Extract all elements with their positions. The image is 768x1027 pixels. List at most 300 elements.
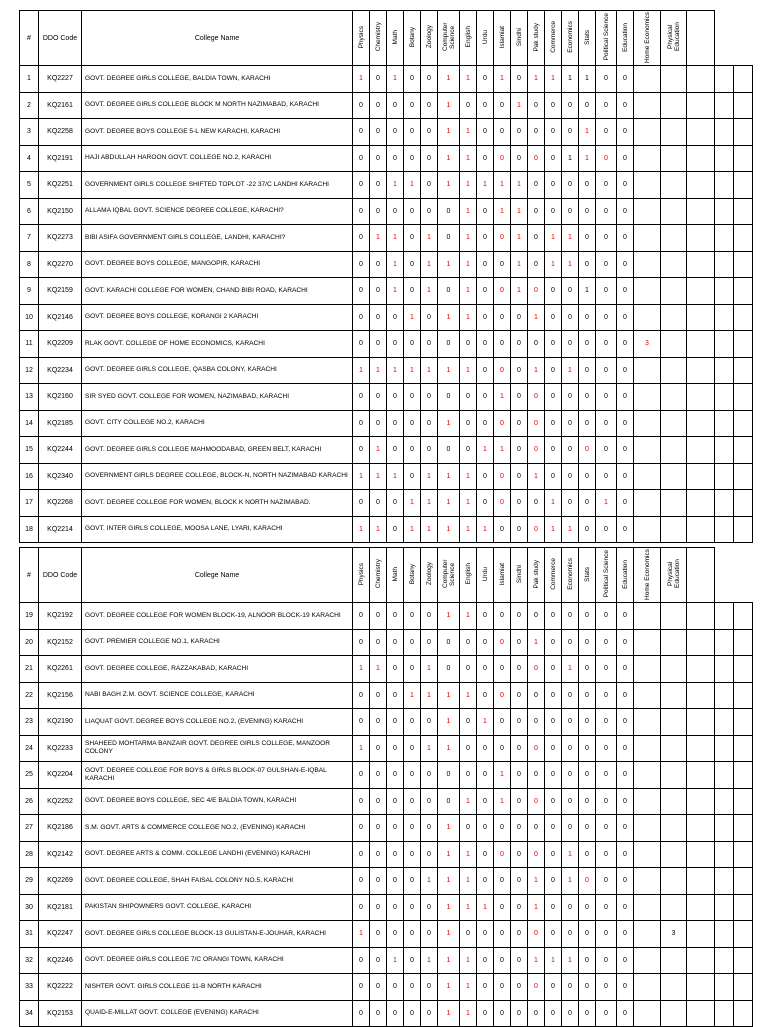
subject-count: 0: [460, 331, 477, 358]
subject-count: 0: [579, 841, 596, 868]
subject-count: 0: [528, 788, 545, 815]
empty-cell: [734, 788, 753, 815]
subject-count: 1: [387, 225, 404, 252]
row-number: 1: [20, 66, 39, 93]
subject-count: [687, 463, 715, 490]
subject-count: 1: [404, 304, 421, 331]
ddo-code: KQ2142: [39, 841, 82, 868]
subject-count: 1: [477, 894, 494, 921]
subject-count: 0: [404, 278, 421, 305]
college-name: SIR SYED GOVT. COLLEGE FOR WOMEN, NAZIMABAD, KARACHI: [82, 384, 353, 411]
subject-count: [661, 868, 687, 895]
subject-count: 1: [387, 947, 404, 974]
subject-count: 0: [494, 603, 511, 630]
empty-cell: [734, 656, 753, 683]
subject-count: 0: [545, 656, 562, 683]
row-number: 24: [20, 735, 39, 762]
subject-count: 1: [494, 198, 511, 225]
subject-count: 0: [579, 331, 596, 358]
subject-count: 0: [545, 384, 562, 411]
ddo-code: KQ2246: [39, 947, 82, 974]
subject-count: 0: [353, 709, 370, 736]
subject-count: 0: [477, 921, 494, 948]
subject-count: [687, 410, 715, 437]
header-subject-label: English: [464, 26, 472, 48]
subject-count: [687, 762, 715, 789]
subject-count: 1: [460, 894, 477, 921]
subject-count: 1: [438, 841, 460, 868]
empty-cell: [734, 815, 753, 842]
empty-cell: [734, 709, 753, 736]
subject-count: 0: [460, 437, 477, 464]
subject-count: 0: [596, 762, 617, 789]
subject-count: 0: [511, 947, 528, 974]
header-subject-label: Zoology: [425, 562, 433, 586]
subject-count: 0: [370, 304, 387, 331]
subject-count: 0: [579, 410, 596, 437]
subject-count: 0: [477, 762, 494, 789]
subject-count: 0: [477, 735, 494, 762]
subject-count: [661, 304, 687, 331]
empty-cell: [734, 841, 753, 868]
college-name: PAKISTAN SHIPOWNERS GOVT. COLLEGE, KARACHI: [82, 894, 353, 921]
college-name: GOVT. DEGREE COLLEGE, RAZZAKABAD, KARACHI: [82, 656, 353, 683]
subject-count: 0: [511, 629, 528, 656]
table-row: [20, 145, 753, 172]
ddo-code: KQ2146: [39, 304, 82, 331]
subject-count: 0: [579, 1000, 596, 1027]
subject-count: [634, 437, 661, 464]
subject-count: 1: [438, 92, 460, 119]
subject-count: 0: [421, 304, 438, 331]
row-number: 2: [20, 92, 39, 119]
subject-count: [634, 656, 661, 683]
subject-count: 0: [596, 92, 617, 119]
empty-cell: [734, 119, 753, 146]
header-subject-label: Islamiat: [498, 25, 506, 49]
subject-count: 0: [404, 251, 421, 278]
subject-count: 0: [579, 921, 596, 948]
subject-count: 0: [477, 947, 494, 974]
subject-count: 0: [494, 331, 511, 358]
row-number: 4: [20, 145, 39, 172]
ddo-code: KQ2153: [39, 1000, 82, 1027]
ddo-code: KQ2159: [39, 278, 82, 305]
subject-count: 0: [494, 251, 511, 278]
header-subject-label: Sindhi: [515, 564, 523, 584]
subject-count: 0: [421, 788, 438, 815]
subject-count: 0: [596, 437, 617, 464]
subject-count: 0: [579, 762, 596, 789]
empty-cell: [734, 1000, 753, 1027]
subject-count: 0: [528, 119, 545, 146]
subject-count: 0: [421, 145, 438, 172]
subject-count: 1: [421, 490, 438, 517]
subject-count: 1: [460, 947, 477, 974]
subject-count: 0: [387, 682, 404, 709]
subject-count: 0: [528, 974, 545, 1001]
subject-count: 0: [494, 278, 511, 305]
subject-count: [661, 656, 687, 683]
subject-count: 0: [596, 384, 617, 411]
table-row: [20, 868, 753, 895]
subject-count: 0: [528, 145, 545, 172]
subject-count: 0: [562, 921, 579, 948]
subject-count: [661, 788, 687, 815]
header-college-name: College Name: [82, 548, 353, 603]
subject-count: 0: [528, 437, 545, 464]
subject-count: 0: [387, 92, 404, 119]
subject-count: 0: [562, 682, 579, 709]
subject-count: 0: [370, 410, 387, 437]
subject-count: 0: [617, 868, 634, 895]
subject-count: 0: [370, 629, 387, 656]
subject-count: [687, 145, 715, 172]
subject-count: [634, 735, 661, 762]
subject-count: 0: [511, 66, 528, 93]
empty-cell: [715, 384, 734, 411]
subject-count: 0: [460, 815, 477, 842]
ddo-code: KQ2269: [39, 868, 82, 895]
subject-count: 0: [562, 762, 579, 789]
subject-count: 0: [562, 278, 579, 305]
ddo-code: KQ2161: [39, 92, 82, 119]
subject-count: 0: [545, 172, 562, 199]
subject-count: 0: [477, 629, 494, 656]
empty-cell: [715, 947, 734, 974]
header-subject: [387, 11, 404, 66]
table-row: [20, 974, 753, 1001]
subject-count: [634, 225, 661, 252]
subject-count: 0: [460, 384, 477, 411]
subject-count: 0: [477, 841, 494, 868]
table-row: [20, 278, 753, 305]
subject-count: 0: [404, 656, 421, 683]
subject-count: 0: [477, 278, 494, 305]
subject-count: 0: [562, 198, 579, 225]
subject-count: 0: [545, 92, 562, 119]
subject-count: 1: [438, 868, 460, 895]
subject-count: 0: [617, 894, 634, 921]
subject-count: 0: [579, 815, 596, 842]
subject-count: 0: [353, 603, 370, 630]
subject-count: 1: [562, 357, 579, 384]
college-name: GOVT. DEGREE GIRLS COLLEGE 7/C ORANGI TOWN, KARACHI: [82, 947, 353, 974]
subject-count: 0: [438, 278, 460, 305]
empty-cell: [715, 463, 734, 490]
subject-count: 0: [438, 788, 460, 815]
subject-count: [687, 656, 715, 683]
subject-count: 0: [494, 1000, 511, 1027]
subject-count: 1: [370, 516, 387, 543]
subject-count: 0: [579, 709, 596, 736]
subject-count: 0: [528, 384, 545, 411]
header-subject-label: Political Science: [602, 550, 610, 598]
ddo-code: KQ2270: [39, 251, 82, 278]
row-number: 29: [20, 868, 39, 895]
table-row: [20, 762, 753, 789]
header-subject-label: Physical Education: [666, 559, 681, 589]
subject-count: 0: [494, 682, 511, 709]
header-subject: [545, 548, 562, 603]
empty-cell: [715, 145, 734, 172]
subject-count: 1: [579, 278, 596, 305]
subject-count: 0: [617, 735, 634, 762]
subject-count: [661, 172, 687, 199]
subject-count: 1: [460, 119, 477, 146]
subject-count: [634, 1000, 661, 1027]
subject-count: 1: [460, 278, 477, 305]
subject-count: 0: [528, 92, 545, 119]
subject-count: 0: [421, 974, 438, 1001]
subject-count: 1: [460, 1000, 477, 1027]
header-subject-label: Botany: [408, 26, 416, 48]
subject-count: 0: [545, 974, 562, 1001]
subject-count: 0: [494, 304, 511, 331]
subject-count: [634, 145, 661, 172]
subject-count: 0: [579, 868, 596, 895]
subject-count: 1: [460, 357, 477, 384]
ddo-code: KQ2150: [39, 198, 82, 225]
subject-count: 1: [545, 947, 562, 974]
header-subject-label: English: [464, 563, 472, 585]
subject-count: 0: [477, 410, 494, 437]
subject-count: 0: [511, 410, 528, 437]
subject-count: [687, 172, 715, 199]
subject-count: 0: [494, 516, 511, 543]
subject-count: 0: [404, 868, 421, 895]
subject-count: 0: [562, 304, 579, 331]
subject-count: [634, 463, 661, 490]
subject-count: 0: [494, 735, 511, 762]
subject-count: 0: [562, 974, 579, 1001]
subject-count: 1: [460, 304, 477, 331]
subject-count: 0: [511, 331, 528, 358]
subject-count: 0: [353, 841, 370, 868]
subject-count: 1: [460, 463, 477, 490]
row-number: 22: [20, 682, 39, 709]
subject-count: 1: [387, 278, 404, 305]
subject-count: 0: [596, 304, 617, 331]
ddo-code: KQ2214: [39, 516, 82, 543]
header-college-name: College Name: [82, 11, 353, 66]
subject-count: 0: [545, 198, 562, 225]
header-row: [20, 11, 753, 66]
subject-count: 0: [596, 1000, 617, 1027]
row-number: 32: [20, 947, 39, 974]
subject-count: 1: [404, 516, 421, 543]
subject-count: 0: [579, 92, 596, 119]
subject-count: 0: [545, 119, 562, 146]
subject-count: 0: [511, 384, 528, 411]
empty-cell: [734, 66, 753, 93]
subject-count: [634, 762, 661, 789]
subject-count: 0: [460, 629, 477, 656]
subject-count: 0: [370, 331, 387, 358]
subject-count: 0: [387, 198, 404, 225]
subject-count: 0: [579, 384, 596, 411]
subject-count: 1: [438, 145, 460, 172]
table-row: [20, 490, 753, 517]
subject-count: [687, 894, 715, 921]
subject-count: 1: [545, 251, 562, 278]
subject-count: 1: [353, 921, 370, 948]
header-subject: [511, 11, 528, 66]
subject-count: 0: [404, 437, 421, 464]
empty-cell: [715, 331, 734, 358]
table-row: [20, 841, 753, 868]
subject-count: 0: [562, 119, 579, 146]
subject-count: [687, 66, 715, 93]
subject-count: 0: [596, 357, 617, 384]
subject-count: 0: [421, 815, 438, 842]
subject-count: 0: [617, 815, 634, 842]
subject-count: [634, 251, 661, 278]
subject-count: 0: [528, 172, 545, 199]
college-name: QUAID-E-MILLAT GOVT. COLLEGE (EVENING) KARACHI: [82, 1000, 353, 1027]
empty-cell: [734, 410, 753, 437]
subject-count: 1: [562, 66, 579, 93]
college-name: GOVT. DEGREE BOYS COLLEGE, MANGOPIR, KARACHI: [82, 251, 353, 278]
subject-count: [634, 974, 661, 1001]
header-subject: [387, 548, 404, 603]
subject-count: 0: [596, 278, 617, 305]
subject-count: 0: [421, 92, 438, 119]
subject-count: [634, 490, 661, 517]
ddo-code: KQ2227: [39, 66, 82, 93]
empty-cell: [715, 119, 734, 146]
subject-count: 0: [494, 656, 511, 683]
empty-cell: [715, 304, 734, 331]
subject-count: 1: [404, 357, 421, 384]
subject-count: 0: [477, 384, 494, 411]
subject-count: 0: [528, 410, 545, 437]
empty-cell: [734, 682, 753, 709]
subject-count: 0: [421, 603, 438, 630]
subject-count: 0: [353, 947, 370, 974]
row-number: 21: [20, 656, 39, 683]
subject-count: 0: [596, 682, 617, 709]
subject-count: 0: [421, 437, 438, 464]
empty-cell: [715, 894, 734, 921]
subject-count: [687, 974, 715, 1001]
subject-count: [661, 490, 687, 517]
subject-count: 0: [477, 145, 494, 172]
table-row: [20, 788, 753, 815]
subject-count: [687, 921, 715, 948]
subject-count: 1: [494, 437, 511, 464]
subject-count: 0: [404, 463, 421, 490]
empty-cell: [734, 172, 753, 199]
subject-count: 0: [353, 251, 370, 278]
subject-count: 0: [596, 974, 617, 1001]
subject-count: [687, 516, 715, 543]
subject-count: 0: [579, 516, 596, 543]
subject-count: 0: [528, 1000, 545, 1027]
subject-count: 0: [596, 119, 617, 146]
subject-count: 1: [421, 735, 438, 762]
subject-count: 1: [370, 357, 387, 384]
subject-count: [687, 815, 715, 842]
subject-count: 0: [528, 603, 545, 630]
subject-count: [634, 198, 661, 225]
header-subject-label: Chemistry: [374, 559, 382, 589]
subject-count: 0: [353, 198, 370, 225]
empty-cell: [715, 225, 734, 252]
subject-count: 0: [438, 762, 460, 789]
row-number: 25: [20, 762, 39, 789]
subject-count: 0: [370, 762, 387, 789]
subject-count: 1: [387, 463, 404, 490]
subject-count: 1: [387, 172, 404, 199]
subject-count: [661, 894, 687, 921]
subject-count: 0: [477, 788, 494, 815]
subject-count: 1: [438, 119, 460, 146]
subject-count: 0: [387, 974, 404, 1001]
subject-count: 1: [438, 463, 460, 490]
subject-count: 0: [387, 841, 404, 868]
college-name: GOVT. KARACHI COLLEGE FOR WOMEN, CHAND BIBI ROAD, KARACHI: [82, 278, 353, 305]
row-number: 19: [20, 603, 39, 630]
subject-count: 0: [421, 629, 438, 656]
subject-count: 0: [511, 894, 528, 921]
subject-count: 0: [404, 947, 421, 974]
subject-count: 0: [511, 735, 528, 762]
subject-count: 1: [562, 841, 579, 868]
subject-count: 0: [494, 490, 511, 517]
empty-cell: [734, 251, 753, 278]
table-row: [20, 894, 753, 921]
college-name: GOVT. DEGREE COLLEGE, SHAH FAISAL COLONY NO.5, KARACHI: [82, 868, 353, 895]
row-number: 26: [20, 788, 39, 815]
subject-count: [634, 119, 661, 146]
subject-count: [687, 629, 715, 656]
subject-count: [634, 357, 661, 384]
subject-count: 0: [421, 384, 438, 411]
subject-count: 1: [460, 516, 477, 543]
college-name: GOVT. DEGREE ARTS & COMM. COLLEGE LANDHI (EVENING) KARACHI: [82, 841, 353, 868]
subject-count: 0: [579, 198, 596, 225]
subject-count: 0: [579, 788, 596, 815]
college-name: GOVT. DEGREE COLLEGE FOR WOMEN, BLOCK K NORTH NAZIMABAD.: [82, 490, 353, 517]
subject-count: [634, 868, 661, 895]
subject-count: 0: [579, 947, 596, 974]
subject-count: 0: [528, 921, 545, 948]
ddo-code: KQ2156: [39, 682, 82, 709]
subject-count: 0: [353, 762, 370, 789]
header-subject-label: Sindhi: [515, 27, 523, 47]
subject-count: [634, 788, 661, 815]
subject-count: 1: [579, 145, 596, 172]
subject-count: 0: [370, 145, 387, 172]
college-name: GOVT. DEGREE GIRLS COLLEGE BLOCK M NORTH NAZIMABAD, KARACHI: [82, 92, 353, 119]
empty-cell: [734, 437, 753, 464]
subject-count: [661, 629, 687, 656]
header-subject: [370, 548, 387, 603]
subject-count: 0: [617, 656, 634, 683]
subject-count: 0: [562, 437, 579, 464]
subject-count: 1: [421, 225, 438, 252]
table-row: [20, 410, 753, 437]
subject-count: 0: [545, 735, 562, 762]
subject-count: 0: [387, 894, 404, 921]
subject-count: 1: [511, 172, 528, 199]
header-ddo-code: DDO Code: [39, 548, 82, 603]
subject-count: 0: [617, 463, 634, 490]
subject-count: 0: [353, 384, 370, 411]
college-name: HAJI ABDULLAH HAROON GOVT. COLLEGE NO.2, KARACHI: [82, 145, 353, 172]
subject-count: 1: [528, 357, 545, 384]
